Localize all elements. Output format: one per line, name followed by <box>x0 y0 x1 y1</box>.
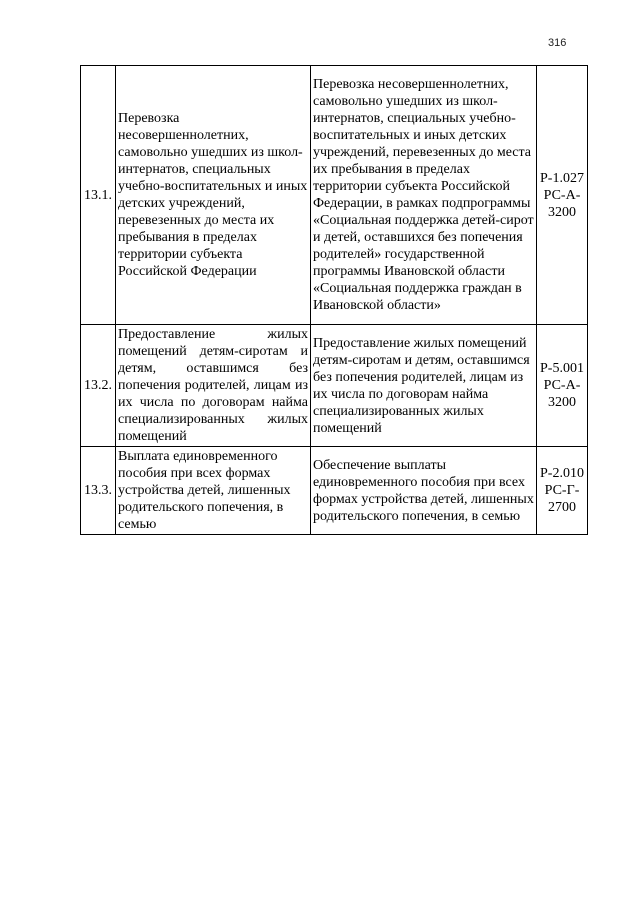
service-code-line: 3200 <box>548 395 576 410</box>
service-code <box>537 447 588 535</box>
table-row <box>81 325 588 447</box>
service-code-line: 2700 <box>548 500 576 515</box>
table-row <box>81 447 588 535</box>
service-description: Перевозка несовершеннолетних, самовольно ушедших из школ-интернатов, специальных учебно-воспитательных и иных детских учреждений, перевезенных до места их пребывания в пределах территории субъекта Российской Федерации, в рамках подпрограммы «Социальная поддержка детей-сирот и детей, оставшихся без попечения родителей» государственной программы Ивановской области «Социальная поддержка граждан в Ивановской области» <box>311 66 537 325</box>
service-name: Выплата единовременного пособия при всех формах устройства детей, лишенных родительского попечения, в семью <box>116 447 311 535</box>
service-code-line: Р-5.001 <box>540 361 584 376</box>
service-name: Перевозка несовершеннолетних, самовольно ушедших из школ-интернатов, специальных учебно-воспитательных и иных детских учреждений, перевезенных до места их пребывания в пределах территории субъекта Российской Федерации <box>116 66 311 325</box>
row-number: 13.3. <box>81 447 116 535</box>
service-code <box>537 325 588 447</box>
services-table <box>80 65 588 535</box>
page-number: 316 <box>548 37 567 49</box>
service-code <box>537 66 588 325</box>
row-number: 13.2. <box>81 325 116 447</box>
service-code-line: РС-Г- <box>544 483 580 498</box>
service-code-line: РС-А- <box>543 187 581 203</box>
service-code-line: 3200 <box>548 204 576 220</box>
service-name: Предоставление жилых помещений детям-сиротам и детям, оставшимся без попечения родителей, лицам из их числа по договорам найма специализированных жилых помещений <box>116 325 311 447</box>
service-code-line: РС-А- <box>543 378 581 393</box>
service-description: Предоставление жилых помещений детям-сиротам и детям, оставшимся без попечения родителей, лицам из их числа по договорам найма специализированных жилых помещений <box>311 325 537 447</box>
table-row <box>81 66 588 325</box>
service-code-line: Р-2.010 <box>540 466 584 481</box>
service-code-line: Р-1.027 <box>540 170 584 186</box>
row-number: 13.1. <box>81 66 116 325</box>
service-description: Обеспечение выплаты единовременного пособия при всех формах устройства детей, лишенных родительского попечения, в семью <box>311 447 537 535</box>
